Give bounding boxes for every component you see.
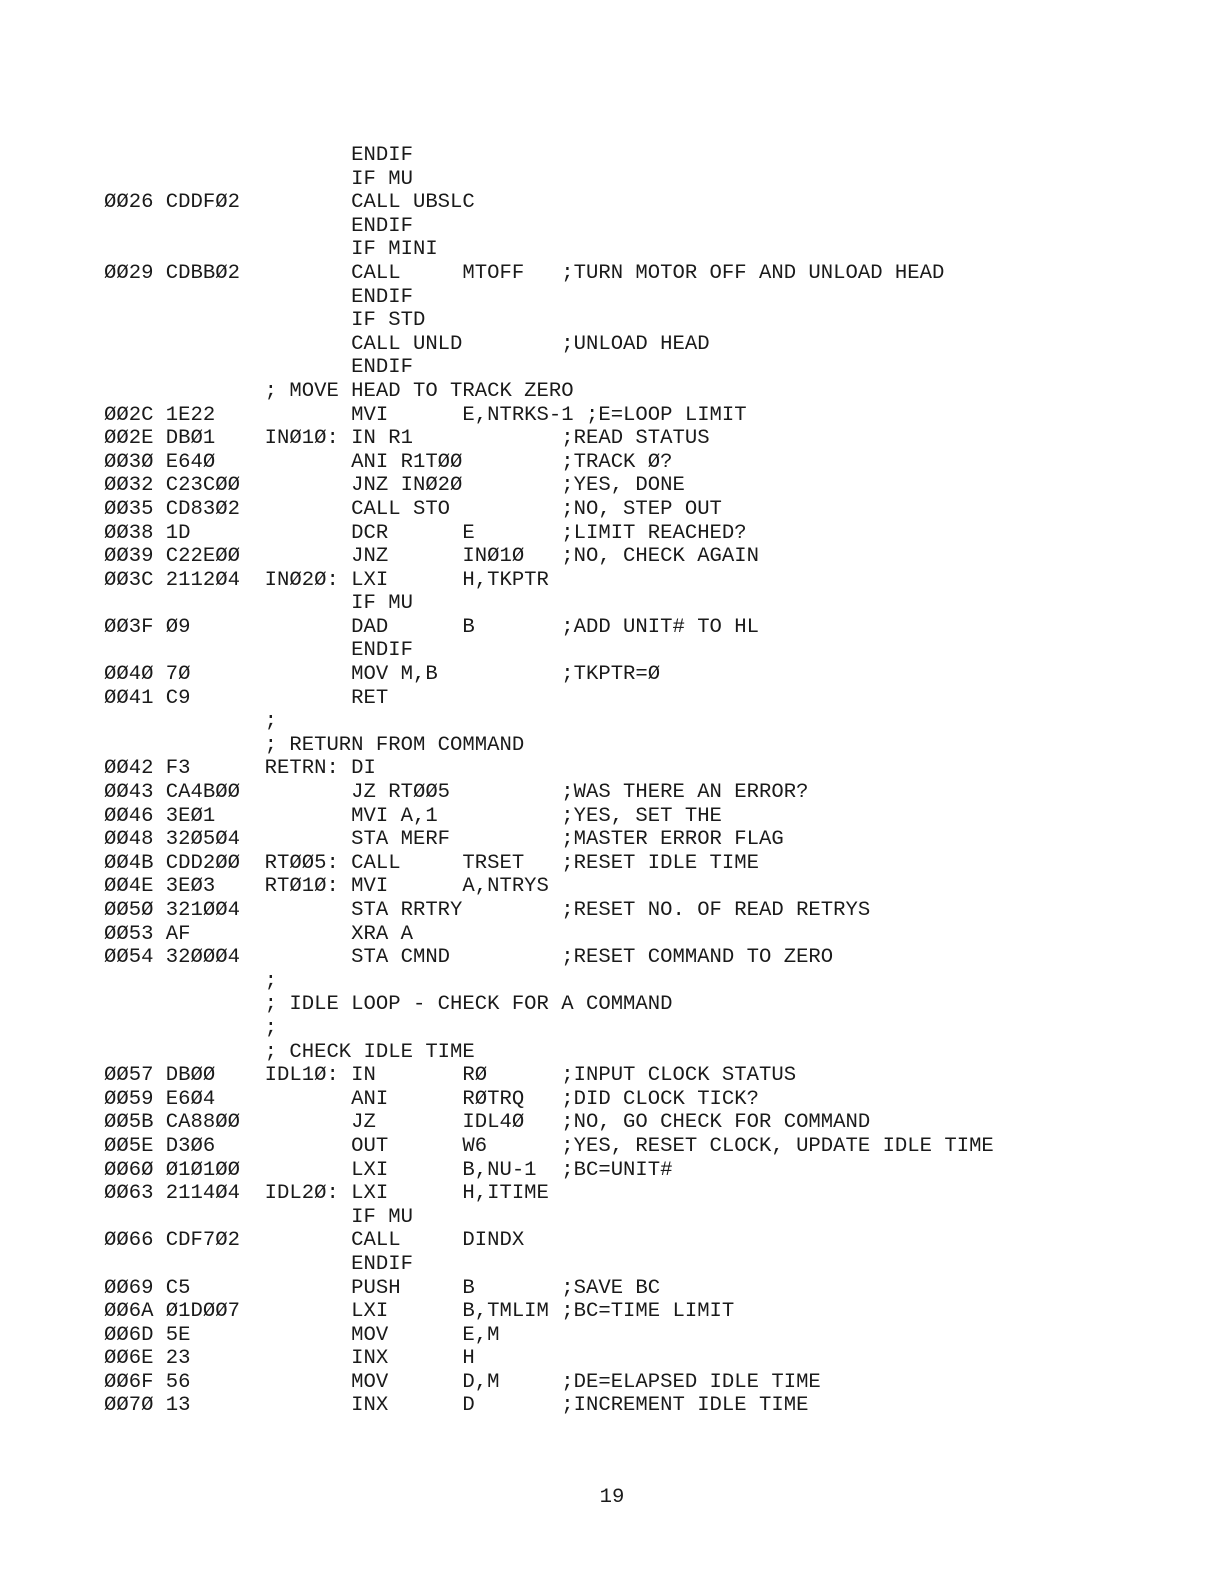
listing-line: ØØ7Ø 13 INX D ;INCREMENT IDLE TIME	[104, 1394, 809, 1418]
listing-line: ØØ4B CDD2ØØ RTØØ5: CALL TRSET ;RESET IDLE TIME	[104, 851, 759, 875]
listing-line: ;	[104, 969, 278, 993]
listing-line: ØØ43 CA4BØØ JZ RTØØ5 ;WAS THERE AN ERROR?	[104, 781, 809, 805]
listing-line: ENDIF	[104, 639, 413, 663]
listing-line: ØØ2C 1E22 MVI E,NTRKS-1 ;E=LOOP LIMIT	[104, 403, 747, 427]
listing-line: IF MINI	[104, 238, 438, 262]
listing-line: ØØ3Ø E64Ø ANI R1TØØ ;TRACK Ø?	[104, 450, 673, 474]
listing-line: IF MU	[104, 592, 413, 616]
listing-line: ENDIF	[104, 285, 413, 309]
listing-line: ØØ63 2114Ø4 IDL2Ø: LXI H,ITIME	[104, 1182, 549, 1206]
listing-line: ENDIF	[104, 356, 413, 380]
listing-line: ENDIF	[104, 214, 413, 238]
listing-line: ØØ53 AF XRA A	[104, 922, 413, 946]
listing-line: ; MOVE HEAD TO TRACK ZERO	[104, 379, 574, 403]
listing-line: CALL UNLD ;UNLOAD HEAD	[104, 332, 710, 356]
listing-line: ; RETURN FROM COMMAND	[104, 733, 525, 757]
listing-line: ØØ57 DBØØ IDL1Ø: IN RØ ;INPUT CLOCK STATUS	[104, 1064, 797, 1088]
listing-line: ØØ26 CDDFØ2 CALL UBSLC	[104, 191, 475, 215]
assembly-listing	[104, 144, 994, 1418]
page-number: 19	[599, 1486, 625, 1509]
listing-line: ØØ5Ø 321ØØ4 STA RRTRY ;RESET NO. OF READ RETRYS	[104, 899, 871, 922]
listing-line: ;	[104, 710, 278, 734]
listing-line: ;	[104, 1016, 278, 1040]
listing-line: ØØ4E 3EØ3 RTØ1Ø: MVI A,NTRYS	[104, 875, 549, 899]
listing-line: ØØ5E D3Ø6 OUT W6 ;YES, RESET CLOCK, UPDATE IDLE TIME	[104, 1134, 994, 1158]
listing-line: ØØ6Ø Ø1Ø1ØØ LXI B,NU-1 ;BC=UNIT#	[104, 1158, 673, 1182]
listing-line: ; IDLE LOOP - CHECK FOR A COMMAND	[104, 993, 673, 1017]
listing-line: IF STD	[104, 309, 426, 333]
listing-line: IF MU	[104, 167, 413, 191]
listing-line: ØØ48 32Ø5Ø4 STA MERF ;MASTER ERROR FLAG	[104, 828, 784, 852]
listing-line: ØØ66 CDF7Ø2 CALL DINDX	[104, 1229, 525, 1253]
listing-line: ØØ3C 2112Ø4 INØ2Ø: LXI H,TKPTR	[104, 568, 549, 592]
listing-line: ØØ2E DBØ1 INØ1Ø: IN R1 ;READ STATUS	[104, 427, 710, 451]
listing-line: ØØ54 32ØØØ4 STA CMND ;RESET COMMAND TO ZERO	[104, 946, 834, 970]
listing-line: ØØ6D 5E MOV E,M	[104, 1323, 500, 1347]
listing-line: ØØ5B CA88ØØ JZ IDL4Ø ;NO, GO CHECK FOR COMMAND	[104, 1111, 871, 1135]
listing-line: ØØ46 3EØ1 MVI A,1 ;YES, SET THE	[104, 804, 722, 828]
listing-line: ENDIF	[104, 144, 413, 167]
listing-line: ; CHECK IDLE TIME	[104, 1040, 475, 1064]
listing-line: ØØ69 C5 PUSH B ;SAVE BC	[104, 1276, 661, 1300]
listing-line: ØØ42 F3 RETRN: DI	[104, 757, 376, 781]
listing-line: ØØ59 E6Ø4 ANI RØTRQ ;DID CLOCK TICK?	[104, 1087, 759, 1111]
listing-line: IF MU	[104, 1205, 413, 1229]
listing-line: ØØ6A Ø1DØØ7 LXI B,TMLIM ;BC=TIME LIMIT	[104, 1300, 735, 1324]
listing-line: ØØ38 1D DCR E ;LIMIT REACHED?	[104, 521, 747, 545]
listing-line: ØØ32 C23CØØ JNZ INØ2Ø ;YES, DONE	[104, 474, 685, 498]
listing-line: ØØ29 CDBBØ2 CALL MTOFF ;TURN MOTOR OFF AND UNLOAD HEAD	[104, 261, 945, 285]
listing-line: ØØ3F Ø9 DAD B ;ADD UNIT# TO HL	[104, 615, 759, 639]
listing-line: ØØ39 C22EØØ JNZ INØ1Ø ;NO, CHECK AGAIN	[104, 545, 759, 569]
listing-line: ENDIF	[104, 1252, 413, 1276]
listing-line: ØØ6E 23 INX H	[104, 1347, 475, 1371]
listing-line: ØØ6F 56 MOV D,M ;DE=ELAPSED IDLE TIME	[104, 1370, 821, 1394]
listing-line: ØØ35 CD83Ø2 CALL STO ;NO, STEP OUT	[104, 497, 722, 521]
listing-line: ØØ41 C9 RET	[104, 686, 389, 710]
listing-line: ØØ4Ø 7Ø MOV M,B ;TKPTR=Ø	[104, 663, 661, 687]
